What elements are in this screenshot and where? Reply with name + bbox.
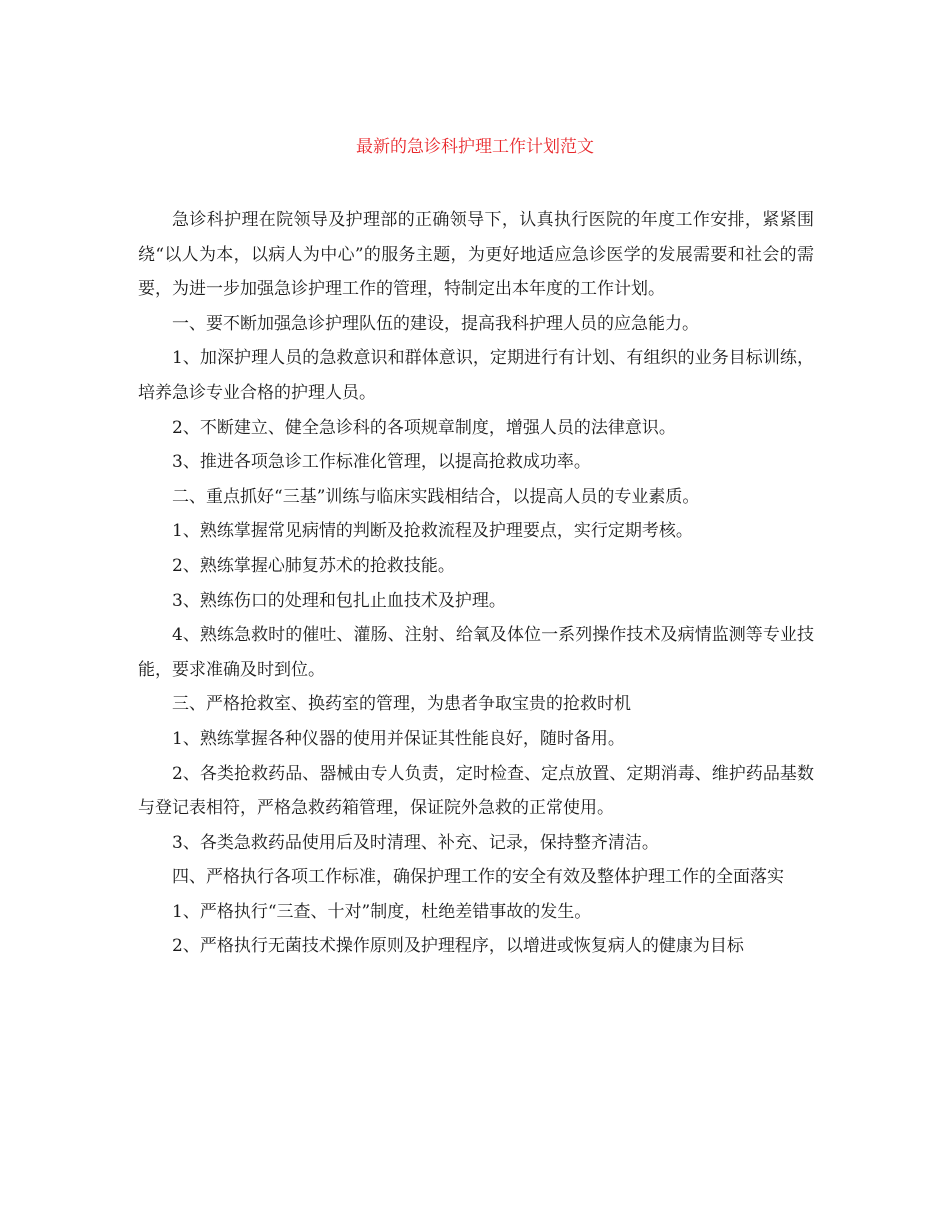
paragraph: 4、熟练急救时的催吐、灌肠、注射、给氧及体位一系列操作技术及病情监测等专业技能，要求准确及时到位。 xyxy=(138,625,814,680)
paragraph: 3、各类急救药品使用后及时清理、补充、记录，保持整齐清洁。 xyxy=(172,832,659,853)
paragraph: 3、熟练伤口的处理和包扎止血技术及护理。 xyxy=(172,590,506,611)
paragraph: 2、严格执行无菌技术操作原则及护理程序，以增进或恢复病人的健康为目标 xyxy=(172,936,744,957)
document-body xyxy=(138,203,814,964)
paragraph: 1、严格执行“三查、十对”制度，杜绝差错事故的发生。 xyxy=(172,901,592,922)
paragraph: 1、熟练掌握各种仪器的使用并保证其性能良好，随时备用。 xyxy=(172,728,625,749)
paragraph-intro: 急诊科护理在院领导及护理部的正确领导下，认真执行医院的年度工作安排，紧紧围绕“以人为本，以病人为中心”的服务主题，为更好地适应急诊医学的发展需要和社会的需要，为进一步加强急诊护理工作的管理，特制定出本年度的工作计划。 xyxy=(138,210,814,300)
paragraph: 1、加深护理人员的急救意识和群体意识，定期进行有计划、有组织的业务目标训练，培养急诊专业合格的护理人员。 xyxy=(138,348,814,403)
paragraph: 1、熟练掌握常见病情的判断及抢救流程及护理要点，实行定期考核。 xyxy=(172,521,693,542)
paragraph: 3、推进各项急诊工作标准化管理，以提高抢救成功率。 xyxy=(172,452,591,473)
paragraph: 2、不断建立、健全急诊科的各项规章制度，增强人员的法律意识。 xyxy=(172,417,676,438)
section-heading-4: 四、严格执行各项工作标准，确保护理工作的安全有效及整体护理工作的全面落实 xyxy=(172,867,784,888)
section-heading-3: 三、严格抢救室、换药室的管理，为患者争取宝贵的抢救时机 xyxy=(172,694,631,715)
paragraph: 2、各类抢救药品、器械由专人负责，定时检查、定点放置、定期消毒、维护药品基数与登记表相符，严格急救药箱管理，保证院外急救的正常使用。 xyxy=(138,763,814,819)
section-heading-1: 一、要不断加强急诊护理队伍的建设，提高我科护理人员的应急能力。 xyxy=(172,313,699,334)
section-heading-2: 二、重点抓好“三基”训练与临床实践相结合，以提高人员的专业素质。 xyxy=(172,486,700,507)
paragraph: 2、熟练掌握心肺复苏术的抢救技能。 xyxy=(172,555,455,576)
document-title: 最新的急诊科护理工作计划范文 xyxy=(356,137,594,157)
